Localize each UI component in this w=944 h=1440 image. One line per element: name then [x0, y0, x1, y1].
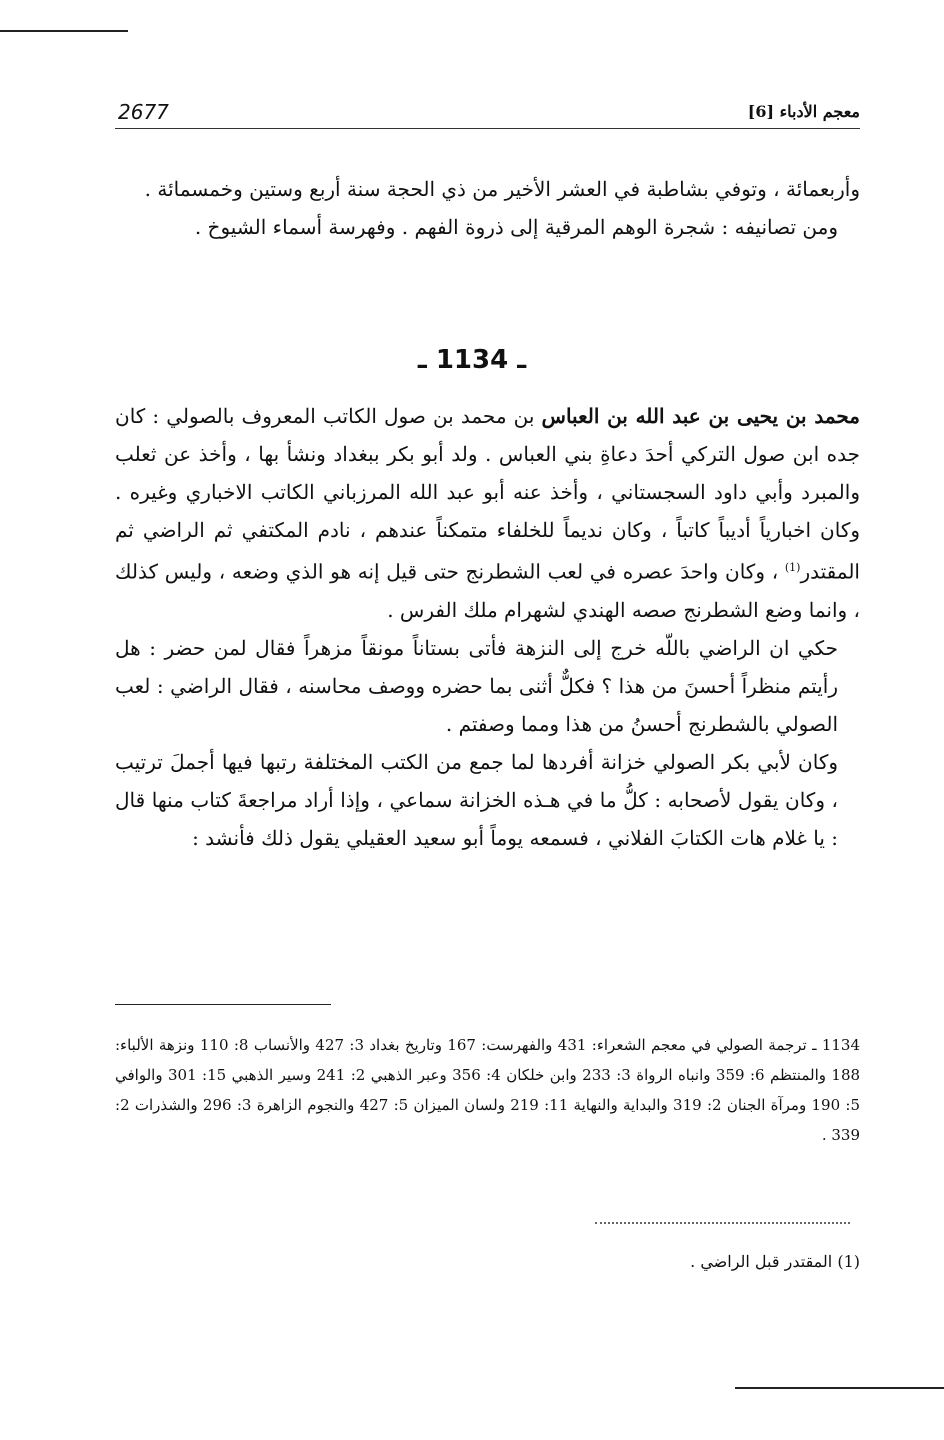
sources-text: 1134 ـ ترجمة الصولي في معجم الشعراء: 431 والفهرست: 167 وتاريخ بغداد 3: 427 والأنساب 8: 110 ونزهة الألباء: 188 والمنتظم 6: 359 وانباه الرواة 3: 233 وابن خلكان 4: 356 وعبر الذهبي 2: 241 وسير الذهبي 15: 301 والوافي 5: 190 ومرآة الجنان 2: 319 والبداية والنهاية 11: 219 ولسان الميزان 5: 427 والنجوم الزاهرة 3: 296 والشذرات 2: 339 .	[115, 1036, 861, 1144]
footnote: (1) المقتدر قبل الراضي .	[690, 1252, 860, 1271]
entry-paragraph-1	[115, 397, 860, 629]
entry-body	[115, 397, 860, 857]
scan-edge-line	[0, 30, 128, 32]
subject-name: محمد بن يحيى بن عبد الله بن العباس	[541, 404, 861, 428]
intro-paragraph-2: ومن تصانيفه : شجرة الوهم المرقية إلى ذروة الفهم . وفهرسة أسماء الشيوخ .	[194, 215, 838, 239]
dotted-separator	[595, 1222, 850, 1224]
scan-edge-line-bottom	[735, 1387, 944, 1389]
intro-paragraph-1: وأربعمائة ، وتوفي بشاطبة في العشر الأخير من ذي الحجة سنة أربع وستين وخمسمائة .	[144, 177, 860, 201]
entry-paragraph-2: حكي ان الراضي باللّه خرج إلى النزهة فأتى بستاناً مونقاً مزهراً فقال لمن حضر : هل رأيتم منظراً أحسنَ من هذا ؟ فكلٌّ أثنى بما حضره ووصف محاسنه ، فقال الراضي : لعب الصولي بالشطرنج أحسنُ من هذا ومما وصفتم .	[115, 635, 838, 736]
entry-paragraph-1-text: بن محمد بن صول الكاتب المعروف بالصولي : كان جده ابن صول التركي أحدَ دعاةِ بني العباس . ولد أبو بكر ببغداد ونشأ بها ، وأخذ عن ثعلب والمبرد وأبي داود السجستاني ، وأخذ عنه أبو عبد الله المرزباني الكاتب الاخباري وغيره . وكان اخبارياً أديباً كاتباً ، وكان نديماً للخلفاء متمكناً عندهم ، نادم المكتفي ثم الراضي ثم المقتدر	[115, 404, 860, 584]
page-header	[115, 96, 860, 132]
footnote-marker: (1)	[784, 561, 801, 574]
header-rule	[115, 128, 860, 129]
intro-text	[115, 170, 860, 246]
entry-number: ـ 1134 ـ	[417, 345, 527, 375]
sources-block	[115, 1030, 860, 1150]
page-number: 2677	[118, 100, 169, 124]
entry-paragraph-1-end: ، وكان واحدَ عصره في لعب الشطرنج حتى قيل إنه هو الذي وضعه ، وليس كذلك ، وانما وضع الشطرنج صصه الهندي لشهرام ملك الفرس .	[115, 559, 860, 622]
running-title: معجم الأدباء [6]	[747, 102, 860, 121]
footnote-rule	[115, 1004, 331, 1005]
entry-paragraph-3: وكان لأبي بكر الصولي خزانة أفردها لما جمع من الكتب المختلفة رتبها فيها أجملَ ترتيب ، وكان يقول لأصحابه : كلُّ ما في هـذه الخزانة سماعي ، وإذا أراد مراجعةَ كتاب منها قال : يا غلام هات الكتابَ الفلاني ، فسمعه يوماً أبو سعيد العقيلي يقول ذلك فأنشد :	[115, 749, 838, 850]
